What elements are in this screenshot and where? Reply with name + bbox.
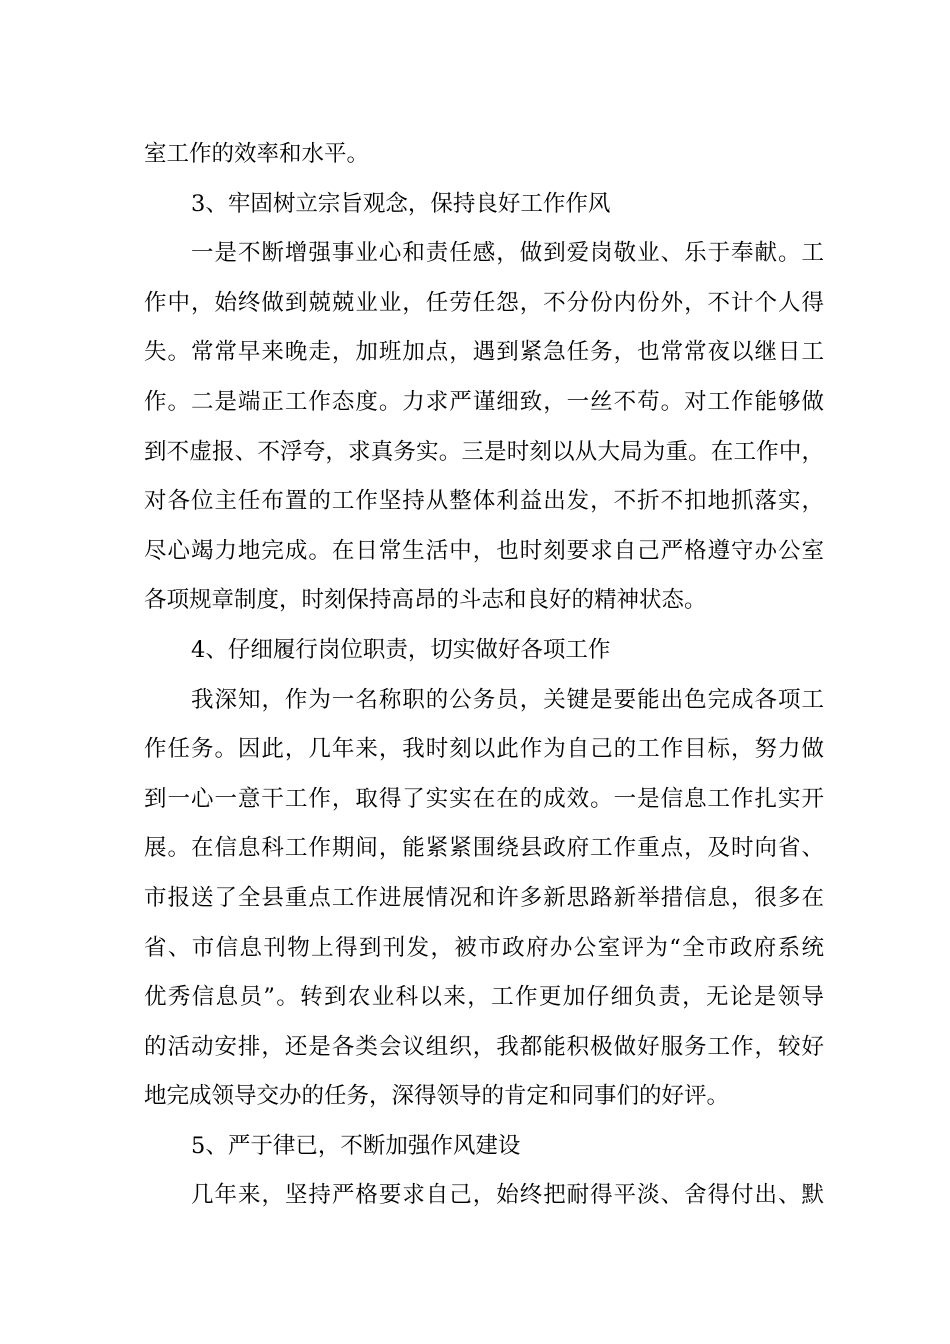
paragraph-line: 作。二是端正工作态度。力求严谨细致，一丝不苟。对工作能够做 (144, 388, 824, 415)
paragraph-first-line: 3、牢固树立宗旨观念，保持良好工作作风 (191, 190, 611, 217)
paragraph-line: 作任务。因此，几年来，我时刻以此作为自己的工作目标，努力做 (144, 736, 824, 763)
paragraph-line: 省、市信息刊物上得到刊发，被市政府办公室评为“全市政府系统 (144, 934, 824, 961)
paragraph-line: 室工作的效率和水平。 (144, 141, 370, 167)
paragraph-line: 各项规章制度，时刻保持高昂的斗志和良好的精神状态。 (144, 587, 707, 614)
paragraph-first-line: 5、严于律已，不断加强作风建设 (191, 1132, 521, 1159)
paragraph-line: 到一心一意干工作，取得了实实在在的成效。一是信息工作扎实开 (144, 785, 824, 812)
paragraph-line: 优秀信息员”。转到农业科以来，工作更加仔细负责，无论是领导 (144, 984, 824, 1011)
paragraph-first-line: 我深知，作为一名称职的公务员，关键是要能出色完成各项工 (191, 686, 824, 713)
paragraph-line: 作中，始终做到兢兢业业，任劳任怨，不分份内份外，不计个人得 (144, 289, 824, 316)
paragraph-line: 到不虚报、不浮夸，求真务实。三是时刻以从大局为重。在工作中， (144, 438, 824, 465)
paragraph-line: 对各位主任布置的工作坚持从整体利益出发，不折不扣地抓落实， (144, 488, 824, 515)
paragraph-first-line: 几年来，坚持严格要求自己，始终把耐得平淡、舍得付出、默 (191, 1182, 824, 1209)
paragraph-line: 地完成领导交办的任务，深得领导的肯定和同事们的好评。 (144, 1083, 730, 1110)
paragraph-line: 市报送了全县重点工作进展情况和许多新思路新举措信息，很多在 (144, 884, 824, 911)
paragraph-line: 展。在信息科工作期间，能紧紧围绕县政府工作重点，及时向省、 (144, 835, 824, 862)
paragraph-line: 尽心竭力地完成。在日常生活中，也时刻要求自己严格遵守办公室 (144, 537, 824, 564)
paragraph-first-line: 4、仔细履行岗位职责，切实做好各项工作 (191, 636, 611, 663)
paragraph-line: 失。常常早来晚走，加班加点，遇到紧急任务，也常常夜以继日工 (144, 339, 824, 366)
document-body (144, 130, 824, 1221)
paragraph-first-line: 一是不断增强事业心和责任感，做到爱岗敬业、乐于奉献。工 (191, 240, 824, 267)
paragraph-line: 的活动安排，还是各类会议组织，我都能积极做好服务工作，较好 (144, 1033, 824, 1060)
